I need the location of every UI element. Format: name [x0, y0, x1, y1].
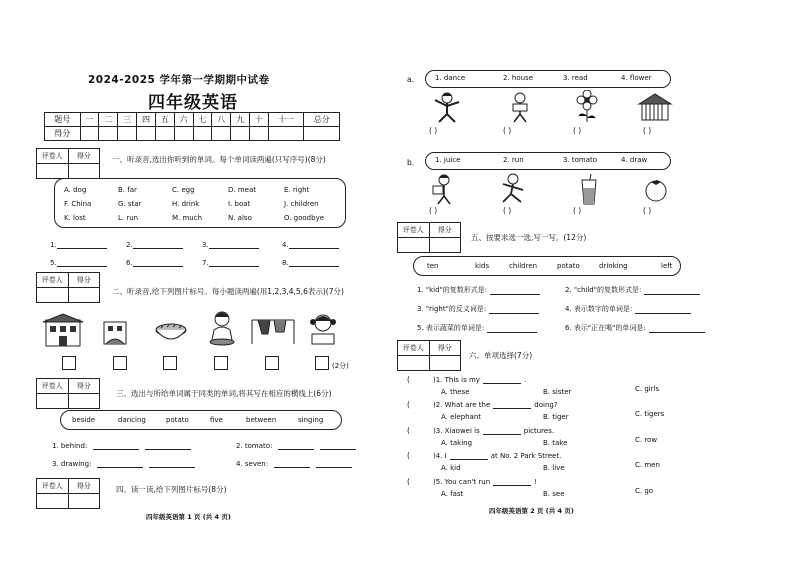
answer-line[interactable]	[490, 286, 540, 295]
answer-blank	[50, 240, 107, 249]
drawing-girl-picture	[429, 172, 459, 206]
option-item: M. much	[172, 214, 203, 222]
answer-line	[450, 451, 488, 460]
word-bank-item: 1. dance	[435, 74, 466, 82]
answer-line[interactable]	[97, 459, 143, 468]
section6-title: 六、单项选择(7分)	[469, 351, 533, 360]
section4-title: 四、读一读,给下列图片标号(8分)	[116, 485, 227, 494]
item-label: 3. drawing:	[52, 460, 92, 468]
grader-input[interactable]	[37, 494, 68, 508]
answer-blank	[50, 258, 107, 267]
answer-parentheses[interactable]: (	[407, 375, 410, 384]
choice-a[interactable]: A. these	[441, 388, 470, 396]
word-bank-item: potato	[166, 416, 189, 424]
option-item: C. egg	[172, 186, 195, 194]
answer-parentheses[interactable]: ( )	[573, 206, 582, 215]
answer-blank	[202, 258, 259, 267]
answer-line[interactable]	[644, 286, 700, 295]
answer-line[interactable]	[209, 240, 259, 249]
question-tail: .	[523, 376, 527, 384]
choice-a[interactable]: A. taking	[441, 439, 473, 447]
answer-line[interactable]	[133, 240, 183, 249]
score-table-header: 十一	[268, 113, 304, 127]
answer-line[interactable]	[209, 258, 259, 267]
fill-item	[52, 441, 191, 450]
score-input[interactable]	[68, 394, 100, 408]
answer-parentheses[interactable]: ( )	[503, 126, 512, 135]
answer-line[interactable]	[57, 258, 107, 267]
choice-a[interactable]: A. fast	[441, 490, 464, 498]
answer-line	[483, 375, 521, 384]
right-page	[397, 0, 794, 562]
option-item: G. star	[118, 200, 142, 208]
answer-parentheses[interactable]: ( )	[643, 206, 652, 215]
grader-box	[36, 378, 100, 409]
building-picture	[40, 312, 86, 350]
answer-blank	[202, 240, 259, 249]
answer-line[interactable]	[93, 441, 139, 450]
reading-boy-picture	[505, 90, 535, 124]
fill-item	[565, 323, 705, 333]
grader-label: 评卷人	[41, 152, 63, 160]
score-table-header: 三	[118, 113, 137, 127]
answer-line	[493, 400, 531, 409]
girl-drawing-picture	[304, 310, 342, 348]
score-cell[interactable]	[174, 127, 193, 141]
answer-box[interactable]	[214, 356, 228, 370]
grader-label: 评卷人	[402, 344, 424, 352]
answer-line[interactable]	[133, 258, 183, 267]
score-table-header: 二	[99, 113, 118, 127]
answer-parentheses[interactable]: (	[407, 477, 410, 486]
score-input[interactable]	[429, 238, 461, 252]
question-stem	[433, 477, 537, 486]
grader-input[interactable]	[37, 288, 68, 302]
answer-line[interactable]	[274, 459, 310, 468]
score-cell[interactable]	[304, 127, 340, 141]
score-table-header: 四	[137, 113, 156, 127]
score-input[interactable]	[68, 288, 100, 302]
item-label: 4. 表示数字的单词是:	[565, 305, 633, 313]
choice-c[interactable]: C. go	[635, 487, 654, 495]
grader-label: 评卷人	[41, 382, 63, 390]
grader-box	[397, 340, 461, 371]
answer-line[interactable]	[145, 441, 191, 450]
score-row-values	[45, 127, 340, 141]
score-cell[interactable]	[193, 127, 212, 141]
grader-box	[36, 478, 100, 509]
option-item: H. drink	[172, 200, 200, 208]
score-table-label: 得分	[45, 127, 81, 141]
word-bank-item: beside	[72, 416, 96, 424]
question-tail: doing?	[534, 401, 558, 409]
grader-box	[397, 222, 461, 253]
grader-box	[36, 148, 100, 179]
choice-a[interactable]: A. kid	[441, 464, 461, 472]
question-stem	[433, 451, 561, 460]
score-input[interactable]	[68, 164, 100, 178]
answer-parentheses[interactable]: ( )	[573, 126, 582, 135]
score-label: 得分	[429, 341, 461, 355]
girl-eating-picture	[204, 308, 240, 348]
score-cell[interactable]	[80, 127, 99, 141]
section3-title: 三、选出与所给单词属于同类的单词,将其写在相应的横线上(6分)	[116, 389, 332, 398]
blank-number: 7.	[202, 259, 209, 267]
choice-c[interactable]: C. men	[635, 461, 660, 469]
question-text: )1. This is my	[433, 376, 480, 384]
score-table-label: 题号	[45, 113, 81, 127]
running-boy-picture	[497, 172, 529, 206]
word-bank-item: 4. flower	[621, 74, 652, 82]
word-bank-item: singing	[298, 416, 324, 424]
page-footer: 四年级英语第 1 页 (共 4 页)	[146, 513, 231, 521]
house-picture	[637, 92, 673, 122]
score-cell[interactable]	[118, 127, 137, 141]
score-label: 得分	[429, 223, 461, 237]
score-input[interactable]	[68, 494, 100, 508]
item-label: 6. 表示"正在喝"的单词是:	[565, 324, 646, 332]
exam-title: 2024-2025 学年第一学期期中试卷	[88, 74, 270, 86]
option-item: A. dog	[64, 186, 87, 194]
word-bank-item: 2. run	[503, 156, 524, 164]
score-table-header: 六	[174, 113, 193, 127]
juice-glass-picture	[579, 172, 599, 206]
choice-b[interactable]: B. take	[543, 439, 568, 447]
score-table-header: 五	[155, 113, 174, 127]
word-bank-item: dancing	[118, 416, 146, 424]
score-label: 得分	[68, 479, 100, 493]
section1-title: 一、听录音,选出你听到的单词。每个单词读两遍(只写序号)(8分)	[112, 155, 326, 164]
question-tail: !	[534, 478, 537, 486]
grader-input[interactable]	[398, 356, 429, 370]
part-a-label: a.	[407, 75, 414, 84]
score-table-header: 八	[212, 113, 231, 127]
flower-picture	[573, 90, 601, 124]
option-item: B. far	[118, 186, 137, 194]
word-bank-item: drinking	[599, 262, 628, 270]
item-label: 3. "right"的反义词是:	[417, 305, 487, 313]
score-label: 得分	[68, 379, 100, 393]
answer-parentheses[interactable]: ( )	[503, 206, 512, 215]
word-bank-item: 4. draw	[621, 156, 648, 164]
question-text: )5. You can't run	[433, 478, 491, 486]
question-stem	[433, 375, 526, 384]
section2-title: 二、听录音,给下列图片标号。每小题读两遍(用1,2,3,4,5,6表示)(7分)	[112, 287, 344, 296]
word-bank-item: left	[661, 262, 673, 270]
answer-line[interactable]	[289, 240, 339, 249]
option-item: I. boat	[228, 200, 251, 208]
score-label: 得分	[68, 273, 100, 287]
answer-box[interactable]	[163, 356, 177, 370]
fill-item	[236, 459, 352, 468]
answer-line	[483, 426, 521, 435]
answer-blank	[126, 240, 183, 249]
answer-box[interactable]	[265, 356, 279, 370]
answer-line[interactable]	[278, 441, 314, 450]
fill-item	[565, 285, 700, 295]
tomato-picture	[643, 176, 669, 202]
blank-number: 3.	[202, 241, 209, 249]
answer-blank	[126, 258, 183, 267]
answer-box[interactable]	[113, 356, 127, 370]
answer-line[interactable]	[316, 459, 352, 468]
answer-line[interactable]	[57, 240, 107, 249]
option-item: F. China	[64, 200, 92, 208]
answer-line[interactable]	[289, 258, 339, 267]
answer-parentheses[interactable]: ( )	[643, 126, 652, 135]
answer-line[interactable]	[149, 459, 195, 468]
item-label: 4. seven:	[236, 460, 269, 468]
choice-c[interactable]: C. tigers	[635, 410, 665, 418]
answer-box[interactable]	[62, 356, 76, 370]
question-tail: at No. 2 Park Street.	[490, 452, 562, 460]
answer-parentheses[interactable]: (	[407, 400, 410, 409]
choice-b[interactable]: B. see	[543, 490, 565, 498]
blank-number: 6.	[126, 259, 133, 267]
word-bank-item: potato	[557, 262, 580, 270]
question-text: )3. Xiaowei is	[433, 427, 480, 435]
answer-line[interactable]	[489, 305, 539, 314]
item-label: 2. "child"的复数形式是:	[565, 286, 642, 294]
answer-parentheses[interactable]: (	[407, 451, 410, 460]
option-item: K. lost	[64, 214, 86, 222]
dancing-girl-picture	[429, 90, 465, 124]
choice-c[interactable]: C. row	[635, 436, 658, 444]
answer-parentheses[interactable]: ( )	[429, 126, 438, 135]
question-stem	[433, 426, 554, 435]
item-label: 2. tomato:	[236, 442, 273, 450]
section5-title: 五、按要求选一选,写一写。(12分)	[471, 233, 587, 242]
score-table-header: 九	[231, 113, 250, 127]
section2-score: (2分)	[332, 362, 349, 370]
question-stem	[433, 400, 558, 409]
fill-item	[417, 323, 537, 333]
question-tail: pictures.	[523, 427, 555, 435]
word-bank-item: kids	[475, 262, 490, 270]
word-bank-item: ten	[427, 262, 439, 270]
score-cell[interactable]	[212, 127, 231, 141]
fill-item	[52, 459, 195, 468]
section5-wordbank	[413, 256, 681, 276]
blank-number: 4.	[282, 241, 289, 249]
item-label: 1. "kid"的复数形式是:	[417, 286, 488, 294]
blank-number: 8.	[282, 259, 289, 267]
option-item: N. also	[228, 214, 252, 222]
answer-line	[493, 477, 531, 486]
question-text: )4. I	[433, 452, 447, 460]
answer-blank	[282, 240, 339, 249]
option-item: D. meat	[228, 186, 256, 194]
choice-c[interactable]: C. girls	[635, 385, 660, 393]
fill-item	[565, 304, 691, 314]
word-bank-item: five	[210, 416, 223, 424]
answer-line[interactable]	[635, 305, 691, 314]
option-item: J. children	[284, 200, 319, 208]
grader-label: 评卷人	[402, 226, 424, 234]
part-b-label: b.	[407, 158, 415, 167]
score-table	[44, 112, 340, 141]
answer-parentheses[interactable]: ( )	[429, 206, 438, 215]
score-cell[interactable]	[231, 127, 250, 141]
score-table-header: 七	[193, 113, 212, 127]
score-cell[interactable]	[99, 127, 118, 141]
answer-line[interactable]	[649, 324, 705, 333]
grader-label: 评卷人	[41, 482, 63, 490]
score-cell[interactable]	[155, 127, 174, 141]
score-input[interactable]	[429, 356, 461, 370]
choice-b[interactable]: B. sister	[543, 388, 572, 396]
grader-box	[36, 272, 100, 303]
choice-b[interactable]: B. tiger	[543, 413, 569, 421]
score-table-header: 一	[80, 113, 99, 127]
grader-label: 评卷人	[41, 276, 63, 284]
option-item: L. run	[118, 214, 139, 222]
blank-number: 1.	[50, 241, 57, 249]
score-cell[interactable]	[250, 127, 269, 141]
word-bank-item: children	[509, 262, 538, 270]
word-bank-item: 3. read	[563, 74, 588, 82]
score-cell[interactable]	[137, 127, 156, 141]
word-bank-item: 2. house	[503, 74, 534, 82]
question-text: )2. What are the	[433, 401, 491, 409]
answer-line[interactable]	[487, 324, 537, 333]
option-item: E. right	[284, 186, 310, 194]
choice-b[interactable]: B. live	[543, 464, 565, 472]
score-label: 得分	[68, 149, 100, 163]
subject-title: 四年级英语	[148, 93, 238, 113]
fill-item	[236, 441, 356, 450]
fill-item	[417, 285, 540, 295]
clothesline-picture	[248, 312, 298, 346]
blank-number: 5.	[50, 259, 57, 267]
choice-a[interactable]: A. elephant	[441, 413, 482, 421]
blank-number: 2.	[126, 241, 133, 249]
building-plant-picture	[100, 316, 130, 348]
word-bank-item: 3. tomato	[563, 156, 598, 164]
answer-blank	[282, 258, 339, 267]
item-label: 1. behind:	[52, 442, 88, 450]
answer-parentheses[interactable]: (	[407, 426, 410, 435]
bowl-picture	[153, 320, 189, 346]
grader-input[interactable]	[398, 238, 429, 252]
grader-input[interactable]	[37, 394, 68, 408]
grader-input[interactable]	[37, 164, 68, 178]
word-bank-item: 1. juice	[435, 156, 461, 164]
fill-item	[417, 304, 539, 314]
word-bank-item: between	[246, 416, 277, 424]
score-cell[interactable]	[268, 127, 304, 141]
page-footer: 四年级英语第 2 页 (共 4 页)	[489, 507, 574, 515]
option-item: O. goodbye	[284, 214, 325, 222]
score-table-header: 十	[250, 113, 269, 127]
score-table-header: 总分	[304, 113, 340, 127]
item-label: 5. 表示蔬菜的单词是:	[417, 324, 485, 332]
answer-line[interactable]	[320, 441, 356, 450]
score-row-header	[45, 113, 340, 127]
answer-box[interactable]	[315, 356, 329, 370]
